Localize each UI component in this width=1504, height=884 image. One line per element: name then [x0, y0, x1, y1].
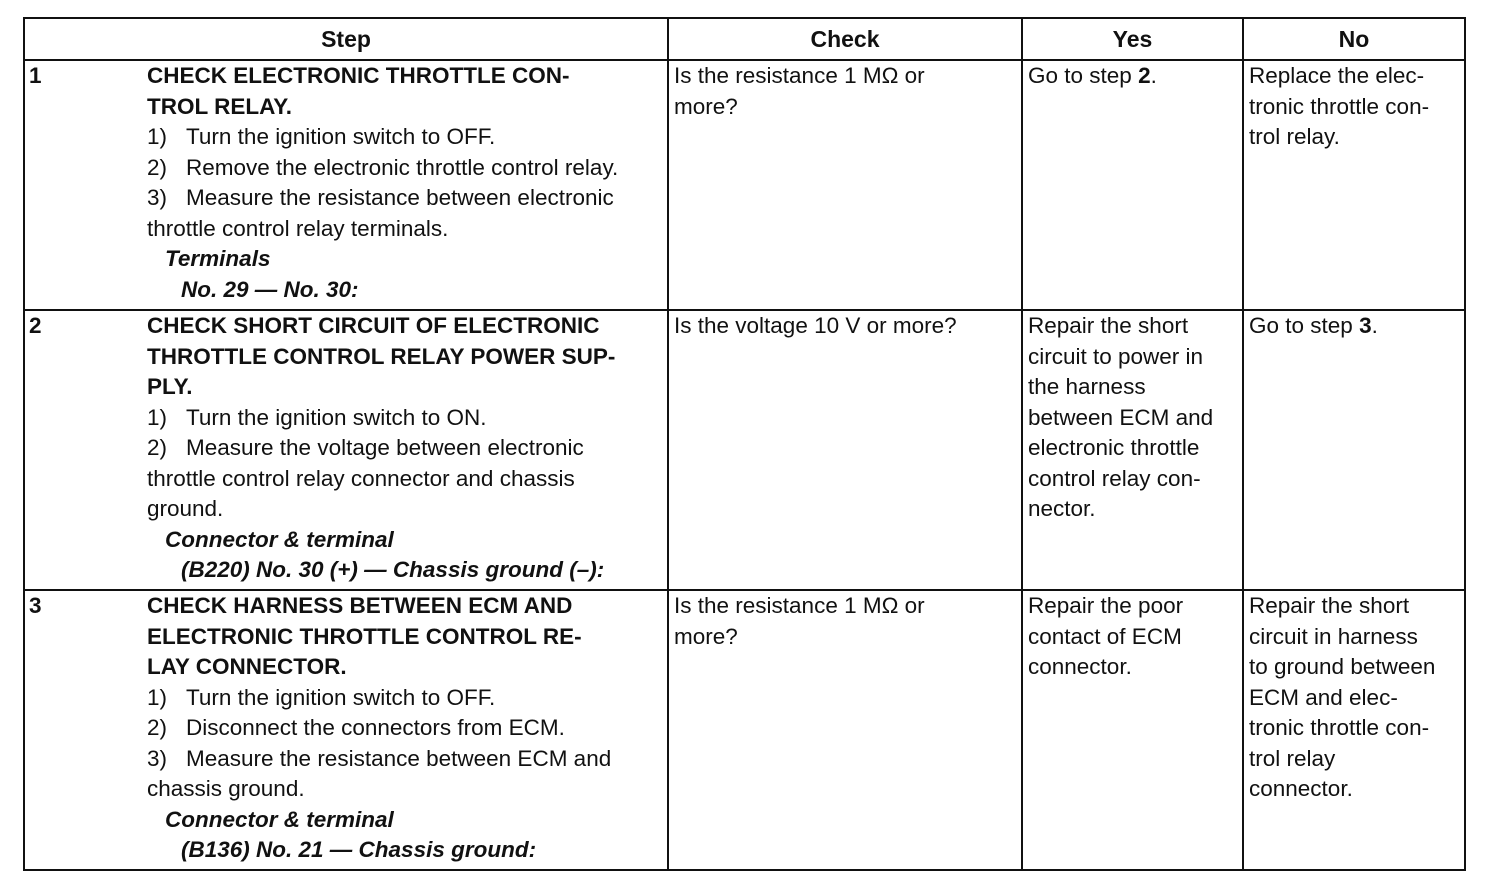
table-row [24, 590, 1465, 870]
yes-cell: Repair the short circuit to power in the harness between ECM and electronic throttle control relay con- nector. [1022, 310, 1243, 590]
step-title-line: CHECK ELECTRONIC THROTTLE CON- [147, 63, 570, 88]
spec-label: Connector & terminal [165, 806, 394, 832]
step-title-line: CHECK HARNESS BETWEEN ECM AND [147, 593, 573, 618]
spec-label: Connector & terminal [165, 526, 394, 552]
substep: 2) Remove the electronic throttle control relay. [147, 154, 619, 180]
substep: 3) Measure the resistance between ECM and [147, 745, 612, 771]
no-cell: Go to step 3. [1243, 310, 1465, 590]
substep: 1) Turn the ignition switch to OFF. [147, 124, 496, 149]
diagnostic-table [23, 17, 1466, 871]
check-cell: Is the resistance 1 MΩ or more? [668, 60, 1022, 310]
step-title-line: THROTTLE CONTROL RELAY POWER SUP- [147, 343, 616, 369]
step-title-line: PLY. [147, 374, 193, 399]
substep: 2) Measure the voltage between electronic [147, 435, 584, 460]
yes-cell: Go to step 2. [1022, 60, 1243, 310]
substep: 3) Measure the resistance between electronic [147, 185, 614, 210]
step-number: 2 [29, 313, 42, 338]
spec-value: No. 29 — No. 30: [181, 276, 359, 302]
step-title-line: CHECK SHORT CIRCUIT OF ELECTRONIC [147, 313, 600, 338]
yes-cell: Repair the poor contact of ECM connector. [1022, 590, 1243, 870]
substep-continuation: throttle control relay terminals. [147, 215, 449, 241]
header-step: Step [24, 18, 668, 60]
step-title-line: LAY CONNECTOR. [147, 654, 347, 679]
step-title-line: ELECTRONIC THROTTLE CONTROL RE- [147, 623, 582, 649]
substep-continuation: chassis ground. [147, 776, 305, 801]
substep-continuation: ground. [147, 496, 224, 521]
step-cell [24, 310, 668, 590]
step-number: 1 [29, 63, 42, 88]
step-cell [24, 590, 668, 870]
substep-continuation: throttle control relay connector and chassis [147, 465, 575, 491]
no-cell: Repair the short circuit in harness to ground between ECM and elec- tronic throttle con- trol relay connector. [1243, 590, 1465, 870]
spec-label: Terminals [165, 246, 271, 271]
header-yes: Yes [1022, 18, 1243, 60]
no-cell: Replace the elec- tronic throttle con- trol relay. [1243, 60, 1465, 310]
step-number: 3 [29, 593, 42, 618]
spec-value: (B136) No. 21 — Chassis ground: [181, 837, 537, 862]
step-title-line: TROL RELAY. [147, 93, 293, 119]
step-cell [24, 60, 668, 310]
table-row [24, 60, 1465, 310]
header-row [24, 18, 1465, 60]
table-row [24, 310, 1465, 590]
spec-value: (B220) No. 30 (+) — Chassis ground (–): [181, 557, 605, 582]
header-no: No [1243, 18, 1465, 60]
check-cell: Is the voltage 10 V or more? [668, 310, 1022, 590]
header-check: Check [668, 18, 1022, 60]
substep: 2) Disconnect the connectors from ECM. [147, 715, 565, 740]
check-cell: Is the resistance 1 MΩ or more? [668, 590, 1022, 870]
substep: 1) Turn the ignition switch to OFF. [147, 684, 496, 710]
substep: 1) Turn the ignition switch to ON. [147, 404, 487, 430]
